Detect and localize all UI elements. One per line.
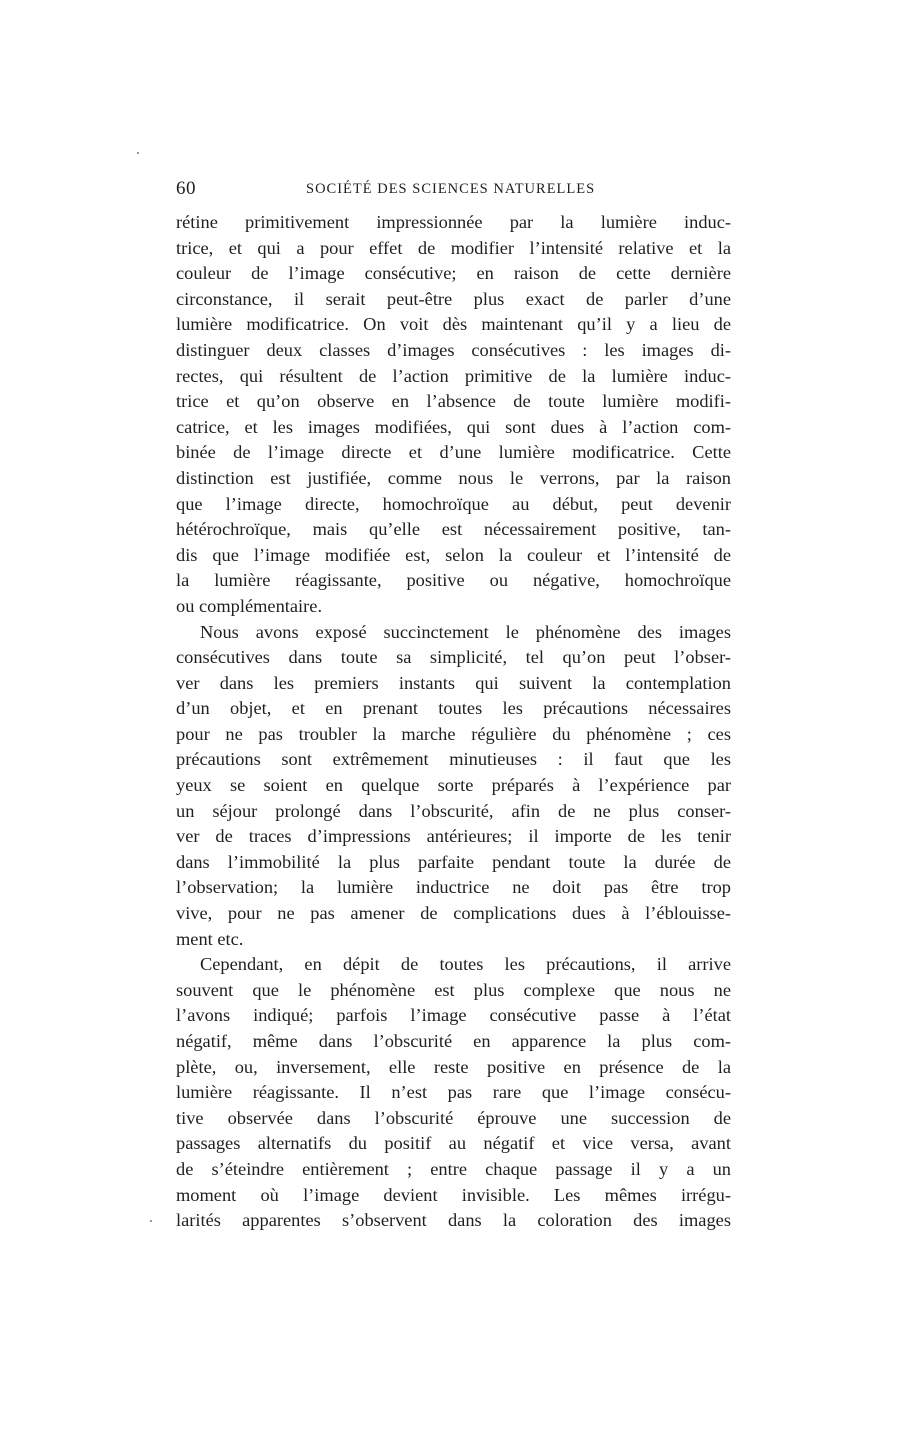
text-line: distinction est justifiée, comme nous le verrons, par la raison <box>176 467 731 488</box>
text-line: lumière réagissante. Il n’est pas rare que l’image consécu- <box>176 1082 731 1103</box>
text-line: circonstance, il serait peut-être plus exact de parler d’une <box>176 288 731 309</box>
print-speck <box>150 1220 152 1222</box>
text-line: trice, et qui a pour effet de modifier l’intensité relative et la <box>176 237 731 258</box>
text-line: lumière modificatrice. On voit dès maintenant qu’il y a lieu de <box>176 314 731 335</box>
text-line: moment où l’image devient invisible. Les mêmes irrégu- <box>176 1184 731 1205</box>
text-line: couleur de l’image consécutive; en raison de cette dernière <box>176 263 731 284</box>
text-line: hétérochroïque, mais qu’elle est nécessairement positive, tan- <box>176 519 731 540</box>
text-line: Cependant, en dépit de toutes les précautions, il arrive <box>200 954 731 975</box>
text-line: l’observation; la lumière inductrice ne doit pas être trop <box>176 877 731 898</box>
text-line: la lumière réagissante, positive ou négative, homochroïque <box>176 570 731 591</box>
text-line: dis que l’image modifiée est, selon la couleur et l’intensité de <box>176 544 731 565</box>
text-line: distinguer deux classes d’images consécutives : les images di- <box>176 339 731 360</box>
running-title: SOCIÉTÉ DES SCIENCES NATURELLES <box>306 181 596 197</box>
text-line: rectes, qui résultent de l’action primitive de la lumière induc- <box>176 365 731 386</box>
text-line: tive observée dans l’obscurité éprouve une succession de <box>176 1107 731 1128</box>
text-line: binée de l’image directe et d’une lumière modificatrice. Cette <box>176 442 731 463</box>
text-line: consécutives dans toute sa simplicité, tel qu’on peut l’obser- <box>176 647 731 668</box>
body-text <box>176 210 731 1234</box>
book-page <box>176 176 731 1234</box>
text-line: ver de traces d’impressions antérieures; il importe de les tenir <box>176 826 731 847</box>
page-number: 60 <box>176 178 196 199</box>
text-line: trice et qu’on observe en l’absence de toute lumière modifi- <box>176 391 731 412</box>
text-line: de s’éteindre entièrement ; entre chaque passage il y a un <box>176 1158 731 1179</box>
text-line: rétine primitivement impressionnée par la lumière induc- <box>176 212 731 232</box>
text-line: catrice, et les images modifiées, qui sont dues à l’action com- <box>176 416 731 437</box>
print-speck <box>137 152 139 154</box>
text-line: négatif, même dans l’obscurité en apparence la plus com- <box>176 1031 731 1051</box>
text-line: pour ne pas troubler la marche régulière du phénomène ; ces <box>176 723 731 744</box>
text-line: plète, ou, inversement, elle reste positive en présence de la <box>176 1056 731 1077</box>
text-line: Nous avons exposé succinctement le phénomène des images <box>200 621 731 642</box>
text-line: souvent que le phénomène est plus complexe que nous ne <box>176 979 731 1000</box>
text-line: que l’image directe, homochroïque au début, peut devenir <box>176 493 731 514</box>
text-line: l’avons indiqué; parfois l’image consécutive passe à l’état <box>176 1005 731 1026</box>
text-line: d’un objet, et en prenant toutes les précautions nécessaires <box>176 698 731 719</box>
text-line: yeux se soient en quelque sorte préparés à l’expérience par <box>176 775 731 796</box>
text-line: un séjour prolongé dans l’obscurité, afin de ne plus conser- <box>176 800 731 821</box>
text-line: vive, pour ne pas amener de complications dues à l’éblouisse- <box>176 903 731 924</box>
text-line: précautions sont extrêmement minutieuses : il faut que les <box>176 749 731 770</box>
text-line: passages alternatifs du positif au négatif et vice versa, avant <box>176 1133 731 1154</box>
running-head <box>176 176 731 210</box>
text-line: ou complémentaire. <box>176 595 323 616</box>
text-line: ver dans les premiers instants qui suivent la contemplation <box>176 672 731 693</box>
text-line: dans l’immobilité la plus parfaite pendant toute la durée de <box>176 851 731 872</box>
text-line: larités apparentes s’observent dans la coloration des images <box>176 1210 731 1231</box>
text-line: ment etc. <box>176 928 244 949</box>
